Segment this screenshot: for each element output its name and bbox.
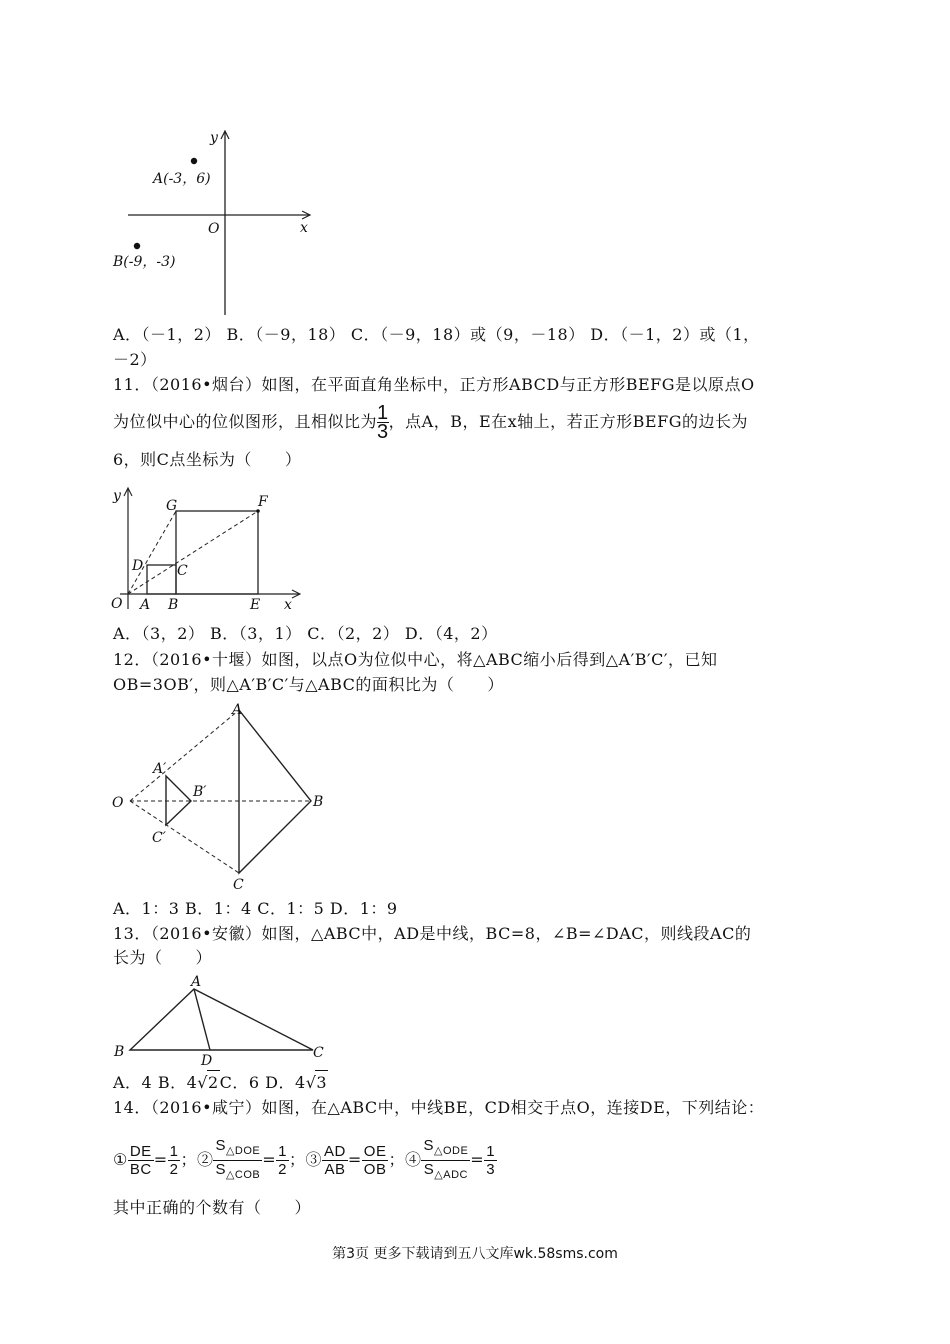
q10-x-label: x (300, 220, 308, 236)
q11-ratio-den: 3 (377, 421, 389, 443)
q14-c4-num (421, 1137, 470, 1161)
q14-c4-eq: = (470, 1150, 485, 1169)
q14-c3-eq: = (347, 1150, 362, 1169)
q10-figure (110, 125, 320, 320)
q14-c1-rd: 2 (169, 1161, 179, 1178)
q12-label-b1: B′ (193, 784, 207, 800)
q14-c4-num-sub: △ODE (434, 1145, 469, 1157)
q11-square-befg (176, 511, 258, 594)
q14-c2-num-sub: △DOE (225, 1145, 261, 1157)
q13-radicand-3: 3 (315, 1070, 328, 1095)
q13-label-b: B (114, 1044, 125, 1060)
q14-c3-rfrac (362, 1143, 389, 1178)
q11-ratio-fraction (377, 404, 389, 441)
q12-options: A．1：3 B．1：4 C．1：5 D．1：9 (113, 899, 398, 918)
q11-label-b: B (168, 597, 179, 613)
q11-label-e: E (250, 597, 261, 613)
q14-question-line1: 14．（2016•咸宁）如图，在△ABC中，中线BE，CD相交于点O，连接DE，下列结论： (113, 1098, 765, 1117)
q11-label-o: O (111, 596, 123, 612)
q11-label-f: F (258, 494, 268, 510)
q14-question-line3: 其中正确的个数有（ ） (113, 1198, 312, 1217)
q14-c3-den: AB (324, 1161, 346, 1178)
q13-question-line2: 长为（ ） (113, 948, 213, 967)
q11-label-c: C (177, 563, 188, 579)
q12-label-c: C (233, 877, 244, 893)
q13-label-d: D (201, 1053, 213, 1067)
q14-c4-rd: 3 (486, 1161, 496, 1178)
q11-text-b: ，点A，B，E在x轴上，若正方形BEFG的边长为 (388, 412, 748, 431)
q14-c2-eq: = (262, 1150, 277, 1169)
q11-square-abcd (147, 565, 176, 594)
q14-conclusions (113, 1137, 497, 1184)
q14-mark-1: ① (113, 1150, 128, 1169)
q11-question-line1: 11．（2016•烟台）如图，在平面直角坐标中，正方形ABCD与正方形BEFG是以原点O (113, 375, 755, 394)
q10-origin-label: O (208, 221, 220, 237)
q14-c3-frac (322, 1143, 348, 1178)
page-footer: 第3页 更多下载请到五八文库wk.58sms.com (332, 1246, 618, 1262)
q12-question-line1: 12．（2016•十堰）如图，以点O为位似中心，将△ABC缩小后得到△A′B′C′，已知 (113, 650, 718, 669)
q10-options-line2: －2） (113, 350, 157, 369)
q14-c3-num: AD (324, 1143, 346, 1160)
q11-text-a: 为位似中心的位似图形，且相似比为 (113, 412, 378, 431)
q14-c1-frac (128, 1143, 154, 1178)
q10-options-line1: A．（－1，2） B．（－9，18） C．（－9，18）或（9，－18） D．（－1，2）或（1， (113, 325, 760, 344)
q14-c1-den: BC (129, 1161, 152, 1178)
q13-triangle-abc (130, 989, 313, 1050)
q12-figure (108, 700, 338, 895)
q13-label-a: A (191, 974, 202, 990)
q14-c1-eq: = (153, 1150, 168, 1169)
q11-figure (108, 484, 308, 616)
q14-mark-3: ；③ (289, 1150, 323, 1169)
q12-question-line2: OB=3OB′，则△A′B′C′与△ABC的面积比为（ ） (113, 675, 504, 694)
q13-opt-c: C．6 D．4 (219, 1073, 306, 1092)
q14-c4-num-s: S (423, 1137, 434, 1154)
q14-c4-den-s: S (423, 1161, 435, 1178)
q12-label-b: B (313, 794, 324, 810)
q11-label-y: y (113, 488, 121, 504)
q13-options (113, 1070, 328, 1095)
q14-c4-den (421, 1161, 470, 1184)
q14-c2-num-s: S (215, 1137, 226, 1154)
q11-label-x: x (284, 597, 292, 613)
q11-label-d: D (132, 558, 144, 574)
q14-c3-rd: OB (363, 1161, 387, 1178)
q13-sqrt-2: √2 (197, 1073, 219, 1092)
q14-c4-rn: 1 (486, 1143, 496, 1160)
q12-label-a: A (232, 702, 243, 718)
q14-c2-den-sub: △COB (225, 1169, 261, 1181)
q12-dash-oc (130, 801, 239, 873)
q14-c4-frac (421, 1137, 470, 1184)
q10-point-a-label: A(-3，6) (153, 171, 211, 187)
q11-question-line2 (113, 404, 748, 441)
q14-mark-2: ；② (180, 1150, 214, 1169)
q14-c2-num (213, 1137, 262, 1161)
q12-label-a1: A′ (153, 761, 167, 777)
q12-label-o: O (112, 795, 124, 811)
q11-ratio-num: 1 (377, 402, 389, 424)
q13-sqrt-3: √3 (306, 1073, 328, 1092)
q12-triangle-abc (239, 710, 311, 873)
q14-c4-rfrac (484, 1143, 497, 1178)
q11-options: A．（3，2） B．（3，1） C．（2，2） D．（4，2） (113, 624, 498, 643)
q11-label-a: A (140, 597, 151, 613)
q11-label-g: G (166, 498, 178, 514)
q13-radicand-2: 2 (207, 1070, 220, 1095)
q13-label-c: C (313, 1045, 324, 1061)
q13-question-line1: 13．（2016•安徽）如图，△ABC中，AD是中线，BC=8，∠B=∠DAC，则线段AC的 (113, 924, 752, 943)
q11-question-line3: 6，则C点坐标为（ ） (113, 450, 302, 469)
q10-point-b-label: B(-9，-3) (113, 254, 176, 270)
q12-dash-oa (130, 710, 239, 801)
q14-c2-den (213, 1161, 262, 1184)
q12-label-c1: C′ (152, 830, 166, 846)
q14-c2-den-s: S (215, 1161, 226, 1178)
q14-c1-rn: 1 (169, 1143, 179, 1160)
q13-opt-a: A．4 B．4 (113, 1073, 198, 1092)
q14-c2-frac (213, 1137, 262, 1184)
q10-point-a (191, 158, 197, 164)
q14-c4-den-sub: △ADC (434, 1169, 468, 1181)
q11-dash-og (128, 511, 176, 594)
q14-c1-rfrac (168, 1143, 181, 1178)
q14-c2-rd: 2 (278, 1161, 288, 1178)
q14-c2-rfrac (276, 1143, 289, 1178)
q10-y-label: y (210, 130, 218, 146)
q14-c2-rn: 1 (278, 1143, 288, 1160)
q13-median-ad (194, 989, 210, 1050)
q13-figure (108, 972, 338, 1067)
q14-c3-rn: OE (363, 1143, 387, 1160)
q14-mark-4: ；④ (388, 1150, 422, 1169)
q11-dash-of (128, 511, 258, 594)
q14-c1-num: DE (129, 1143, 152, 1160)
q10-point-b (134, 243, 140, 249)
